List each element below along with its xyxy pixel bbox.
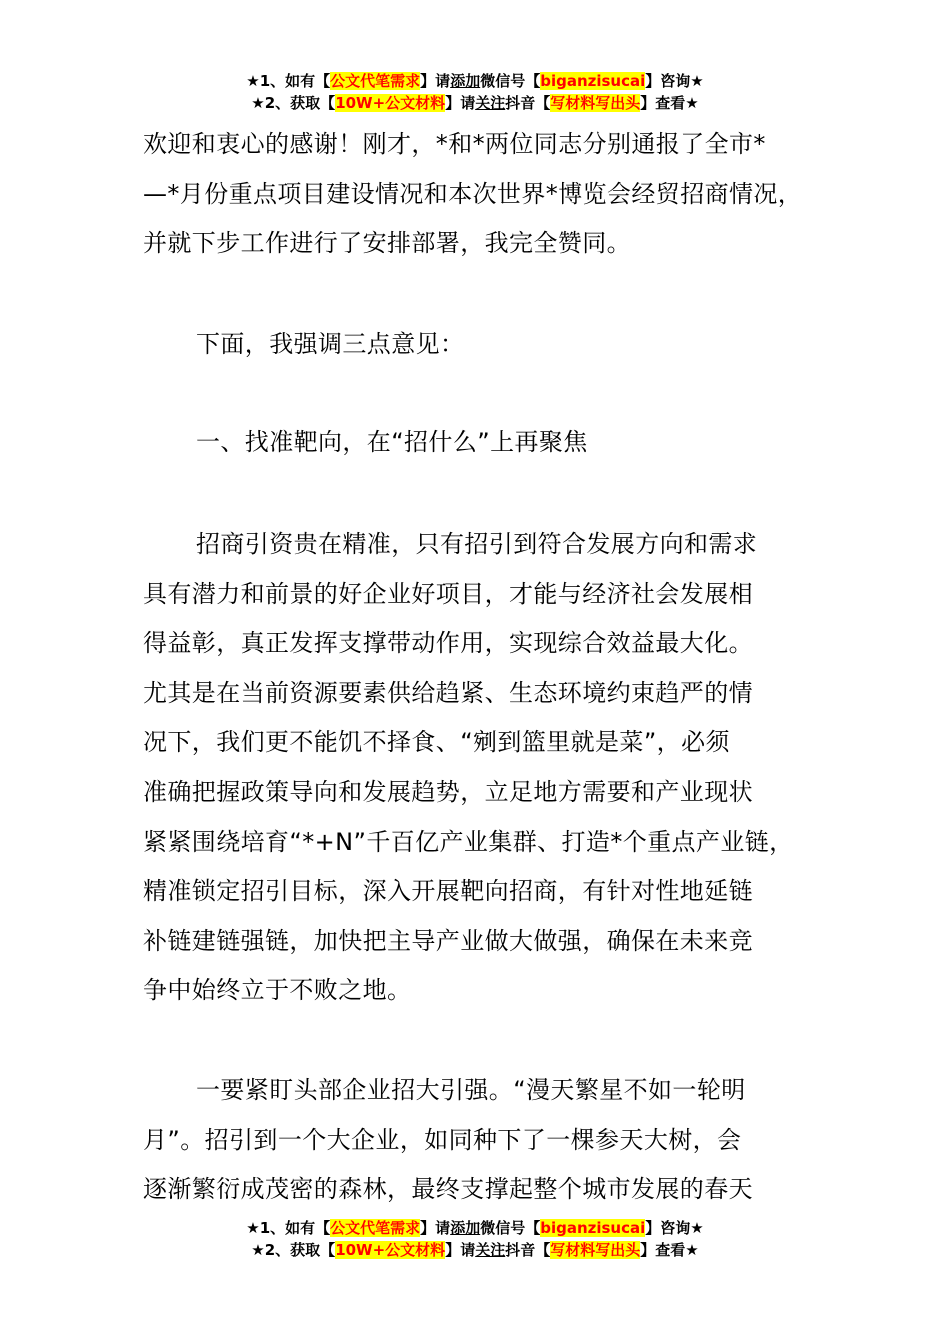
notice-text: 微信号【 bbox=[480, 72, 541, 90]
notice-text: 】请 bbox=[445, 94, 476, 112]
notice-text: 抖音【 bbox=[505, 1241, 551, 1259]
text-line: 欢迎和衷心的感谢！刚才，*和*两位同志分别通报了全市* bbox=[143, 130, 766, 158]
notice-underlined: 关注 bbox=[475, 1241, 506, 1259]
top-notice-banner bbox=[0, 70, 950, 114]
notice-line-2 bbox=[0, 1239, 950, 1261]
douyin-account-highlight: 写材料写出头 bbox=[550, 1241, 641, 1259]
notice-highlight: 公文代笔需求 bbox=[330, 1219, 421, 1237]
notice-highlight: 10W+公文材料 bbox=[335, 94, 446, 112]
paragraph-1 bbox=[143, 120, 833, 269]
notice-highlight: 公文代笔需求 bbox=[330, 72, 421, 90]
wechat-id-highlight: biganzisucai bbox=[540, 1219, 646, 1237]
notice-text: 】请 bbox=[420, 1219, 451, 1237]
section-heading-1 bbox=[143, 418, 833, 468]
notice-text: 微信号【 bbox=[480, 1219, 541, 1237]
text-line: —*月份重点项目建设情况和本次世界*博览会经贸招商情况， bbox=[143, 179, 803, 208]
notice-line-2 bbox=[0, 92, 950, 114]
text-line: 下面，我强调三点意见： bbox=[196, 330, 465, 358]
notice-text: 】请 bbox=[420, 72, 451, 90]
text-line: 精准锁定招引目标，深入开展靶向招商，有针对性地延链 bbox=[143, 877, 753, 906]
text-line: 并就下步工作进行了安排部署，我完全赞同。 bbox=[143, 229, 631, 258]
notice-highlight: 10W+公文材料 bbox=[335, 1241, 446, 1259]
paragraph-4 bbox=[143, 520, 833, 1016]
bottom-notice-banner bbox=[0, 1217, 950, 1261]
text-line: 得益彰，真正发挥支撑带动作用，实现综合效益最大化。 bbox=[143, 629, 753, 658]
text-line: 一要紧盯头部企业招大引强。“漫天繁星不如一轮明 bbox=[196, 1076, 746, 1104]
notice-text: 】咨询★ bbox=[645, 1219, 704, 1237]
notice-text: ★1、如有【 bbox=[246, 72, 331, 90]
notice-text: 】请 bbox=[445, 1241, 476, 1259]
notice-underlined: 添加 bbox=[450, 1219, 481, 1237]
notice-text: ★2、获取【 bbox=[251, 94, 336, 112]
notice-text: 】查看★ bbox=[640, 94, 699, 112]
notice-line-1 bbox=[0, 1217, 950, 1239]
paragraph-5 bbox=[143, 1066, 833, 1215]
notice-text: 抖音【 bbox=[505, 94, 551, 112]
text-line: 争中始终立于不败之地。 bbox=[143, 976, 412, 1005]
text-line: 招商引资贵在精准，只有招引到符合发展方向和需求 bbox=[196, 530, 758, 558]
text-line: 补链建链强链，加快把主导产业做大做强，确保在未来竞 bbox=[143, 926, 753, 955]
text-line: 逐渐繁衍成茂密的森林，最终支撑起整个城市发展的春天 bbox=[143, 1175, 753, 1204]
heading-line: 一、找准靶向，在“招什么”上再聚焦 bbox=[196, 428, 588, 456]
notice-text: 】咨询★ bbox=[645, 72, 704, 90]
text-line: 具有潜力和前景的好企业好项目，才能与经济社会发展相 bbox=[143, 579, 753, 608]
text-line: 况下，我们更不能饥不择食、“剜到篮里就是菜”，必须 bbox=[143, 728, 730, 757]
notice-text: 】查看★ bbox=[640, 1241, 699, 1259]
text-line: 尤其是在当前资源要素供给趋紧、生态环境约束趋严的情 bbox=[143, 678, 753, 707]
text-line: 准确把握政策导向和发展趋势，立足地方需要和产业现状 bbox=[143, 777, 753, 806]
notice-underlined: 关注 bbox=[475, 94, 506, 112]
notice-underlined: 添加 bbox=[450, 72, 481, 90]
notice-text: ★1、如有【 bbox=[246, 1219, 331, 1237]
paragraph-2 bbox=[143, 320, 833, 370]
text-line: 紧紧围绕培育“*+N”千百亿产业集群、打造*个重点产业链， bbox=[143, 827, 794, 856]
text-line: 月”。招引到一个大企业，如同种下了一棵参天大树，会 bbox=[143, 1125, 742, 1154]
notice-text: ★2、获取【 bbox=[251, 1241, 336, 1259]
notice-line-1 bbox=[0, 70, 950, 92]
douyin-account-highlight: 写材料写出头 bbox=[550, 94, 641, 112]
wechat-id-highlight: biganzisucai bbox=[540, 72, 646, 90]
